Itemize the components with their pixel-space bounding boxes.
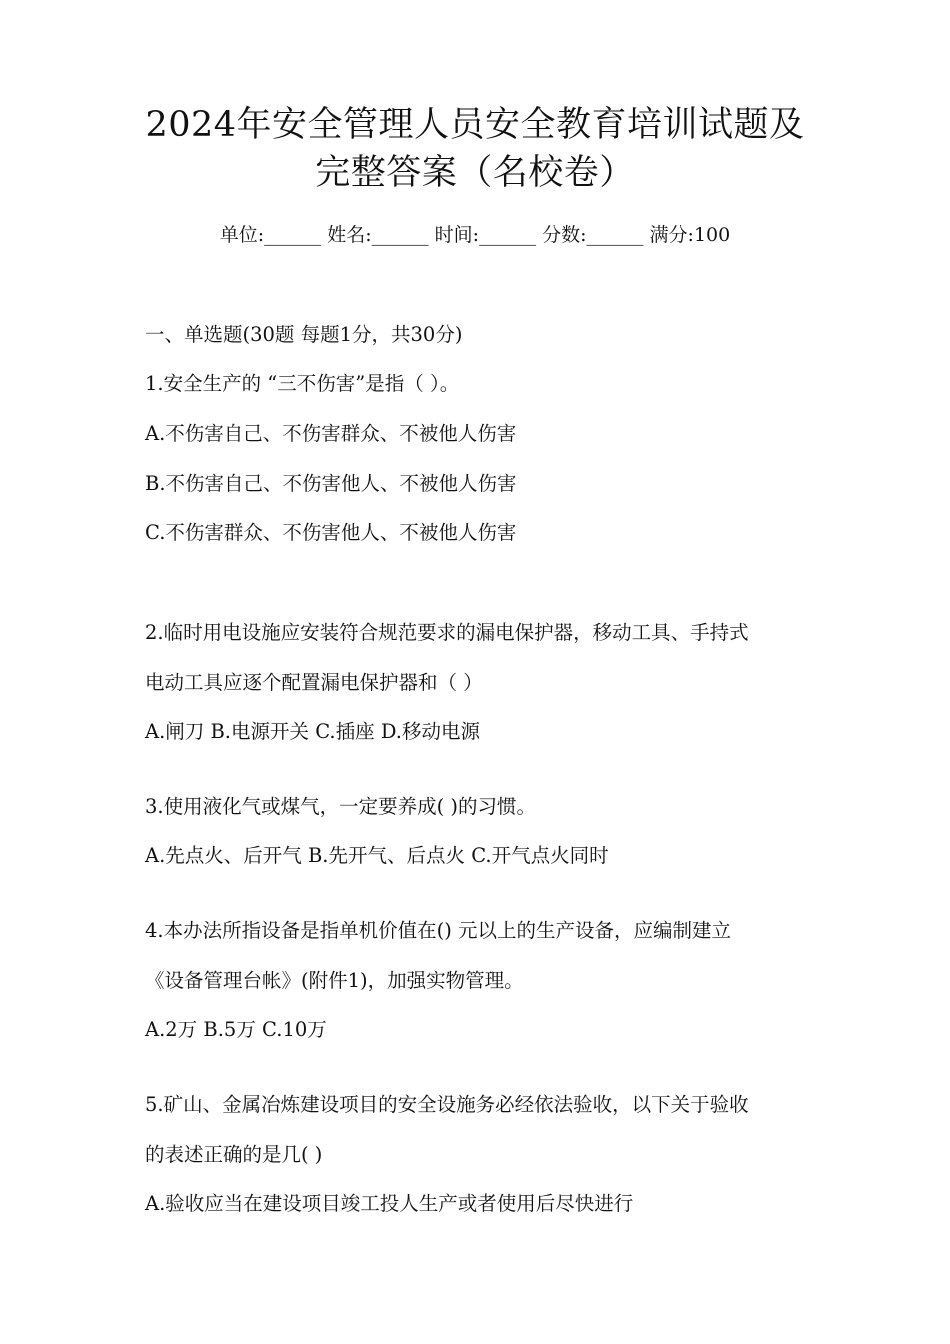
question-3-stem: 3.使用液化气或煤气，一定要养成( )的习惯。: [145, 795, 537, 818]
question-1-stem: 1.安全生产的 “三不伤害”是指（ ）。: [145, 372, 460, 395]
section-heading: 一、单选题(30题 每题1分，共30分): [145, 323, 463, 346]
question-2-stem-line-2: 电动工具应逐个配置漏电保护器和（ ）: [145, 671, 483, 694]
question-2-options: A.闸刀 B.电源开关 C.插座 D.移动电源: [145, 720, 480, 743]
question-5-stem-line-1: 5.矿山、金属冶炼建设项目的安全设施务必经依法验收，以下关于验收: [145, 1093, 749, 1116]
question-4-stem-line-2: 《设备管理台帐》(附件1)，加强实物管理。: [145, 969, 524, 992]
question-4-stem-line-1: 4.本办法所指设备是指单机价值在() 元以上的生产设备，应编制建立: [145, 919, 732, 942]
exam-info-line: [0, 226, 950, 245]
question-1-option-b: B.不伤害自己、不伤害他人、不被他人伤害: [145, 472, 517, 495]
question-1-option-c: C.不伤害群众、不伤害他人、不被他人伤害: [145, 521, 517, 544]
question-1-option-a: A.不伤害自己、不伤害群众、不被他人伤害: [145, 422, 517, 445]
document-title-line-1: 2024年安全管理人员安全教育培训试题及: [145, 105, 805, 145]
question-3-options: A.先点火、后开气 B.先开气、后点火 C.开气点火同时: [145, 844, 609, 867]
question-5-option-a: A.验收应当在建设项目竣工投人生产或者使用后尽快进行: [145, 1192, 634, 1215]
document-title-line-2: 完整答案（名校卷）: [315, 153, 635, 193]
question-4-options: A.2万 B.5万 C.10万: [145, 1018, 327, 1041]
question-5-stem-line-2: 的表述正确的是几( ): [145, 1143, 323, 1166]
question-2-stem-line-1: 2.临时用电设施应安装符合规范要求的漏电保护器，移动工具、手持式: [145, 621, 749, 644]
exam-info-text: 单位:______ 姓名:______ 时间:______ 分数:______ 满分:100: [219, 224, 731, 246]
